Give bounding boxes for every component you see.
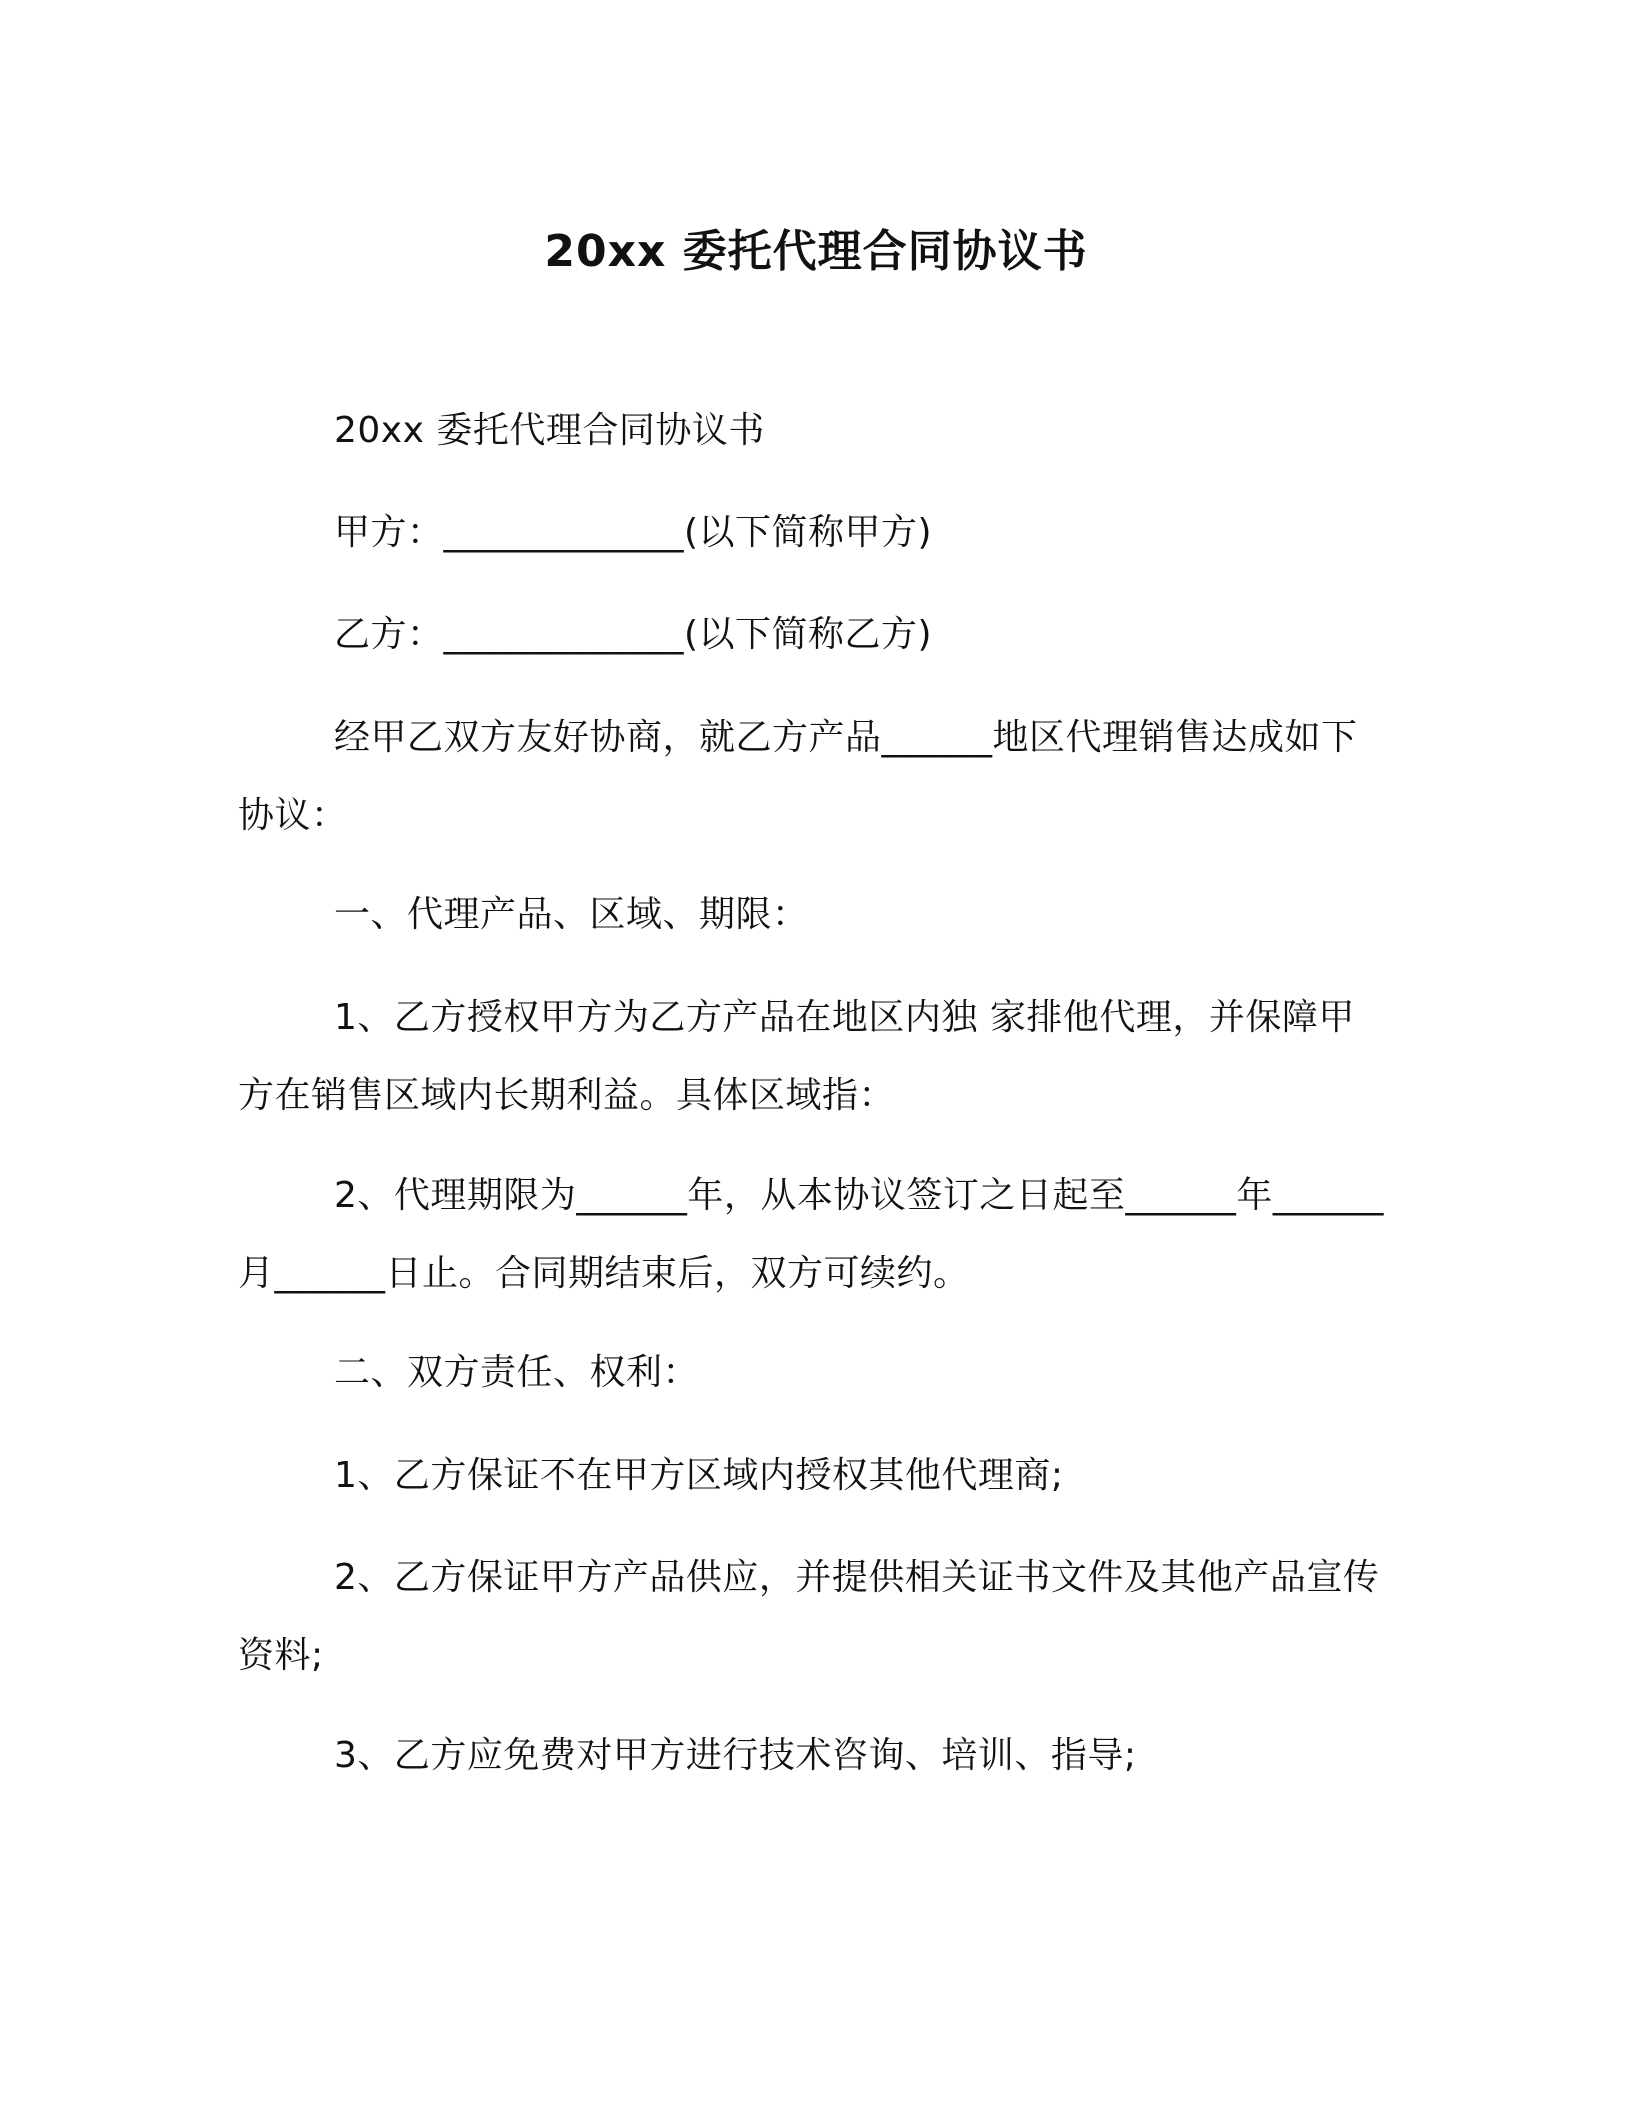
preamble-paragraph: 经甲乙双方友好协商，就乙方产品______地区代理销售达成如下协议：	[238, 717, 1358, 836]
party-a-line: 甲方：_____________(以下简称甲方)	[334, 512, 933, 553]
contract-heading-repeat: 20xx 委托代理合同协议书	[334, 410, 765, 451]
section-1-clause-1: 1、乙方授权甲方为乙方产品在地区内独 家排他代理，并保障甲方在销售区域内长期利益。具体区域指：	[238, 997, 1355, 1116]
section-1-clause-2: 2、代理期限为______年，从本协议签订之日起至______年______月______日止。合同期结束后，双方可续约。	[238, 1175, 1384, 1294]
section-2-clause-3: 3、乙方应免费对甲方进行技术咨询、培训、指导;	[334, 1735, 1137, 1776]
section-2-clause-1: 1、乙方保证不在甲方区域内授权其他代理商;	[334, 1455, 1064, 1496]
section-1-heading: 一、代理产品、区域、期限：	[334, 894, 809, 935]
party-b-line: 乙方：_____________(以下简称乙方)	[334, 614, 933, 655]
section-2-clause-2: 2、乙方保证甲方产品供应，并提供相关证书文件及其他产品宣传资料;	[238, 1557, 1380, 1676]
document-title: 20xx 委托代理合同协议书	[544, 226, 1088, 277]
section-2-heading: 二、双方责任、权利：	[334, 1352, 700, 1393]
